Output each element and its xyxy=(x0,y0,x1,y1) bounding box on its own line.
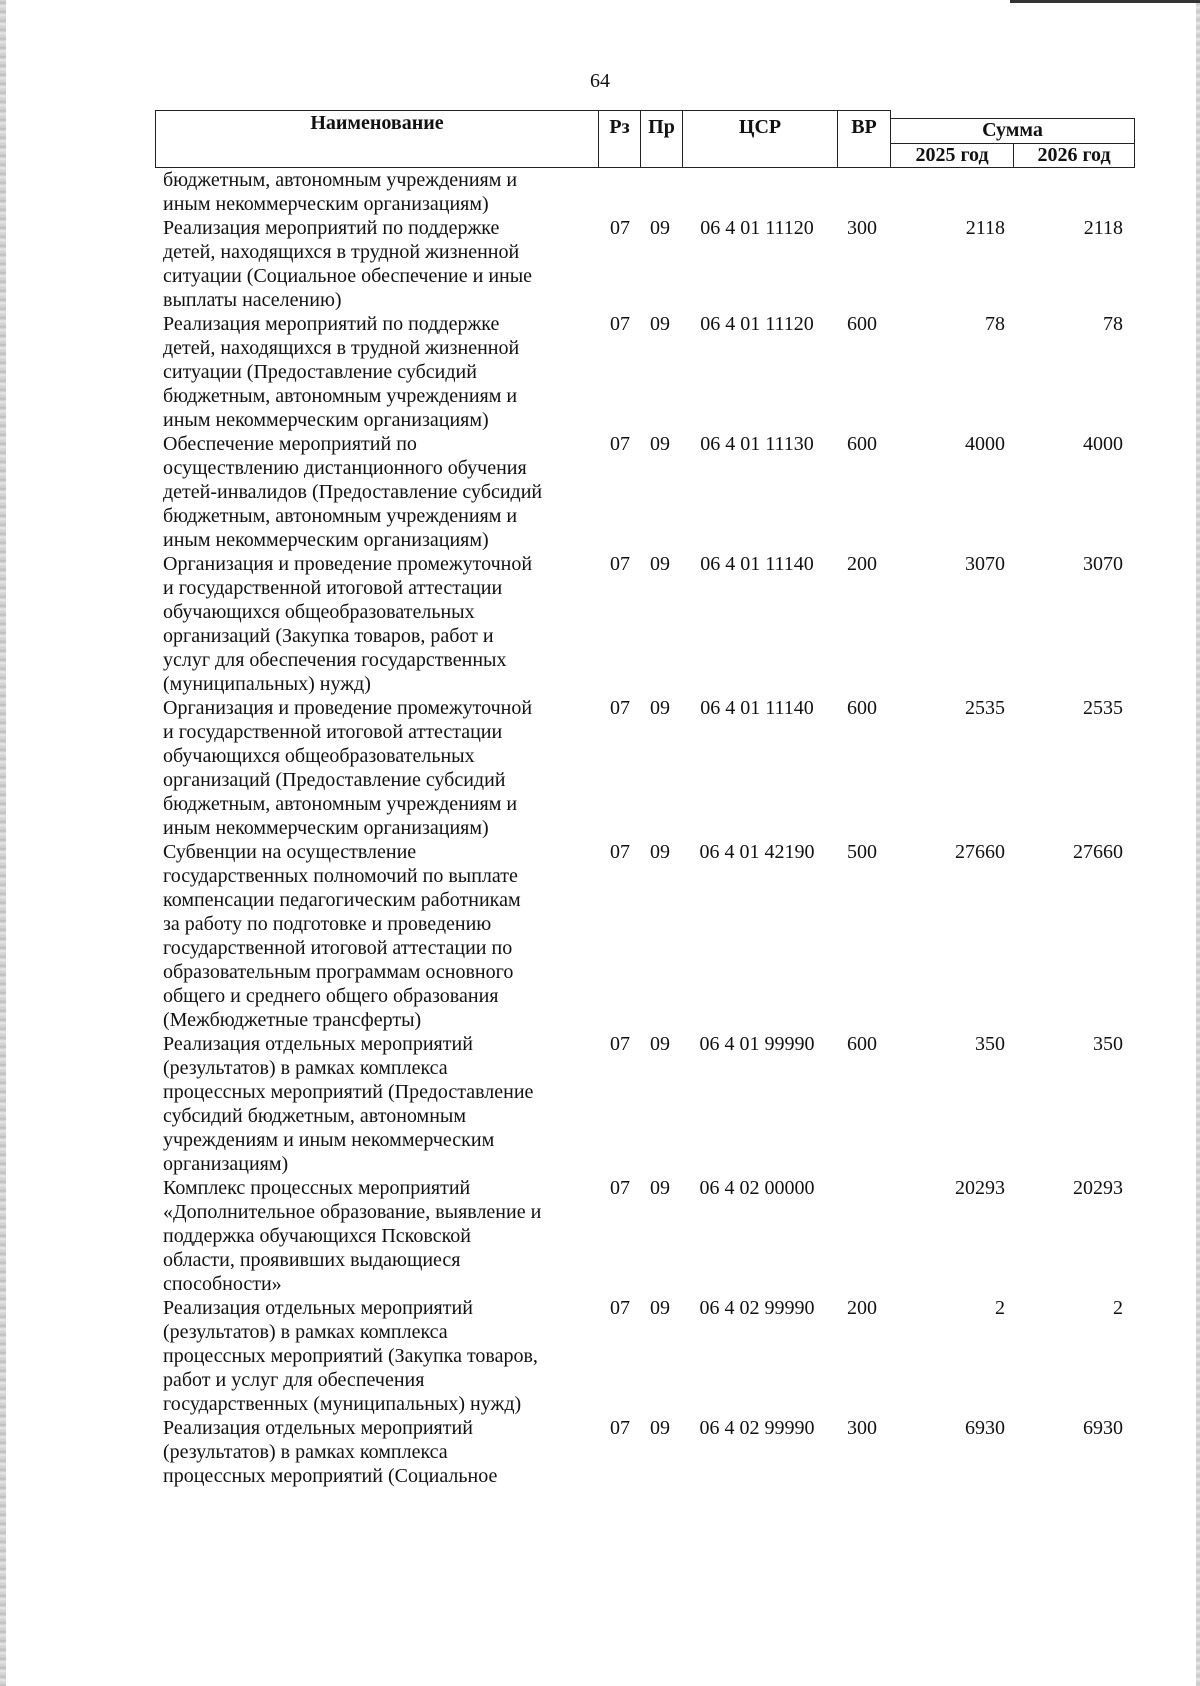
table-header xyxy=(155,110,1135,168)
row-sum-2026: 27660 xyxy=(1073,841,1123,863)
row-name: Организация и проведение промежуточной и государственной итоговой аттестации обучающихся общеобразовательных организаций (Закупка товаров, работ и услуг для обеспечения государственных (муниципальных) нужд) xyxy=(163,553,533,695)
row-vr: 600 xyxy=(847,697,877,719)
row-pr: 09 xyxy=(650,1177,670,1199)
row-rz: 07 xyxy=(610,697,630,719)
row-sum-2026: 6930 xyxy=(1083,1417,1123,1439)
row-sum-2025: 2118 xyxy=(965,217,1005,239)
row-pr: 09 xyxy=(650,1033,670,1055)
row-sum-2025: 2 xyxy=(995,1297,1005,1319)
row-csr: 06 4 01 11120 xyxy=(700,313,814,335)
row-vr: 200 xyxy=(847,553,877,575)
row-vr: 300 xyxy=(847,217,877,239)
table-row xyxy=(155,1032,1135,1176)
row-vr: 600 xyxy=(847,1033,877,1055)
row-csr: 06 4 01 11140 xyxy=(700,697,814,719)
row-name: Обеспечение мероприятий по осуществлению дистанционного обучения детей-инвалидов (Предоставление субсидий бюджетным, автономным учреждениям и иным некоммерческим организациям) xyxy=(163,433,543,551)
row-rz: 07 xyxy=(610,433,630,455)
row-rz: 07 xyxy=(610,553,630,575)
budget-table xyxy=(155,110,1135,1488)
table-row xyxy=(155,1176,1135,1296)
header-year2-label: 2026 год xyxy=(1037,144,1111,166)
scan-top-line xyxy=(1010,0,1200,3)
row-sum-2025: 27660 xyxy=(955,841,1005,863)
row-sum-2025: 350 xyxy=(975,1033,1005,1055)
row-pr: 09 xyxy=(650,1417,670,1439)
row-pr: 09 xyxy=(650,217,670,239)
header-year1-label: 2025 год xyxy=(915,144,989,166)
row-csr: 06 4 01 42190 xyxy=(699,841,815,863)
header-sum-label: Сумма xyxy=(982,119,1043,141)
row-pr: 09 xyxy=(650,553,670,575)
row-sum-2025: 20293 xyxy=(955,1177,1005,1199)
table-body xyxy=(155,168,1135,1488)
row-rz: 07 xyxy=(610,841,630,863)
table-row xyxy=(155,1416,1135,1488)
row-vr: 500 xyxy=(847,841,877,863)
row-sum-2026: 2535 xyxy=(1083,697,1123,719)
row-rz: 07 xyxy=(610,217,630,239)
row-name: Комплекс процессных мероприятий «Дополнительное образование, выявление и поддержка обучающихся Псковской области, проявивших выдающиеся способности» xyxy=(163,1177,542,1295)
row-pr: 09 xyxy=(650,1297,670,1319)
row-vr: 600 xyxy=(847,433,877,455)
row-sum-2026: 4000 xyxy=(1083,433,1123,455)
table-row xyxy=(155,1296,1135,1416)
table-row xyxy=(155,168,1135,216)
row-name: Реализация отдельных мероприятий (результатов) в рамках комплекса процессных мероприятий (Закупка товаров, работ и услуг для обеспечения государственных (муниципальных) нужд) xyxy=(163,1297,538,1415)
header-rz-label: Рз xyxy=(609,116,630,138)
table-row xyxy=(155,432,1135,552)
row-csr: 06 4 02 99990 xyxy=(699,1297,815,1319)
row-pr: 09 xyxy=(650,433,670,455)
row-rz: 07 xyxy=(610,1033,630,1055)
row-name: Организация и проведение промежуточной и государственной итоговой аттестации обучающихся общеобразовательных организаций (Предоставление субсидий бюджетным, автономным учреждениям и иным некоммерческим организациям) xyxy=(163,697,533,839)
row-csr: 06 4 02 00000 xyxy=(699,1177,815,1199)
header-name-label: Наименование xyxy=(310,112,444,134)
row-name: Реализация мероприятий по поддержке детей, находящихся в трудной жизненной ситуации (Предоставление субсидий бюджетным, автономным учреждениям и иным некоммерческим организациям) xyxy=(163,313,520,431)
row-sum-2026: 2118 xyxy=(1083,217,1123,239)
row-rz: 07 xyxy=(610,1297,630,1319)
row-sum-2025: 6930 xyxy=(965,1417,1005,1439)
scan-edge-left xyxy=(0,0,6,1686)
table-row xyxy=(155,216,1135,312)
header-vr-label: ВР xyxy=(851,116,877,138)
header-pr-label: Пр xyxy=(648,116,675,138)
row-sum-2025: 3070 xyxy=(965,553,1005,575)
table-row xyxy=(155,552,1135,696)
row-name: бюджетным, автономным учреждениям и иным некоммерческим организациям) xyxy=(163,169,518,215)
row-pr: 09 xyxy=(650,697,670,719)
row-sum-2026: 2 xyxy=(1113,1297,1123,1319)
row-sum-2026: 350 xyxy=(1093,1033,1123,1055)
row-vr: 200 xyxy=(847,1297,877,1319)
row-rz: 07 xyxy=(610,313,630,335)
row-csr: 06 4 01 99990 xyxy=(699,1033,815,1055)
row-csr: 06 4 01 11140 xyxy=(700,553,814,575)
row-sum-2025: 78 xyxy=(985,313,1005,335)
table-row xyxy=(155,696,1135,840)
row-csr: 06 4 01 11120 xyxy=(700,217,814,239)
row-pr: 09 xyxy=(650,841,670,863)
row-name: Субвенции на осуществление государственных полномочий по выплате компенсации педагогическим работникам за работу по подготовке и проведению государственной итоговой аттестации по образовательным программам основного общего и среднего общего образования (Межбюджетные трансферты) xyxy=(163,841,521,1031)
row-csr: 06 4 01 11130 xyxy=(700,433,814,455)
row-sum-2026: 20293 xyxy=(1073,1177,1123,1199)
row-sum-2025: 4000 xyxy=(965,433,1005,455)
row-csr: 06 4 02 99990 xyxy=(699,1417,815,1439)
row-rz: 07 xyxy=(610,1177,630,1199)
scan-edge-right xyxy=(1196,0,1200,1686)
row-rz: 07 xyxy=(610,1417,630,1439)
row-name: Реализация мероприятий по поддержке детей, находящихся в трудной жизненной ситуации (Социальное обеспечение и иные выплаты населению) xyxy=(163,217,533,311)
row-vr: 300 xyxy=(847,1417,877,1439)
row-pr: 09 xyxy=(650,313,670,335)
table-row xyxy=(155,840,1135,1032)
row-sum-2026: 3070 xyxy=(1083,553,1123,575)
page-number: 64 xyxy=(590,70,610,92)
table-row xyxy=(155,312,1135,432)
row-vr: 600 xyxy=(847,313,877,335)
header-csr-label: ЦСР xyxy=(738,116,782,138)
row-name: Реализация отдельных мероприятий (результатов) в рамках комплекса процессных мероприятий (Предоставление субсидий бюджетным, автономным учреждениям и иным некоммерческим организациям) xyxy=(163,1033,534,1175)
row-sum-2025: 2535 xyxy=(965,697,1005,719)
row-sum-2026: 78 xyxy=(1103,313,1123,335)
row-name: Реализация отдельных мероприятий (результатов) в рамках комплекса процессных мероприятий (Социальное xyxy=(163,1417,498,1487)
